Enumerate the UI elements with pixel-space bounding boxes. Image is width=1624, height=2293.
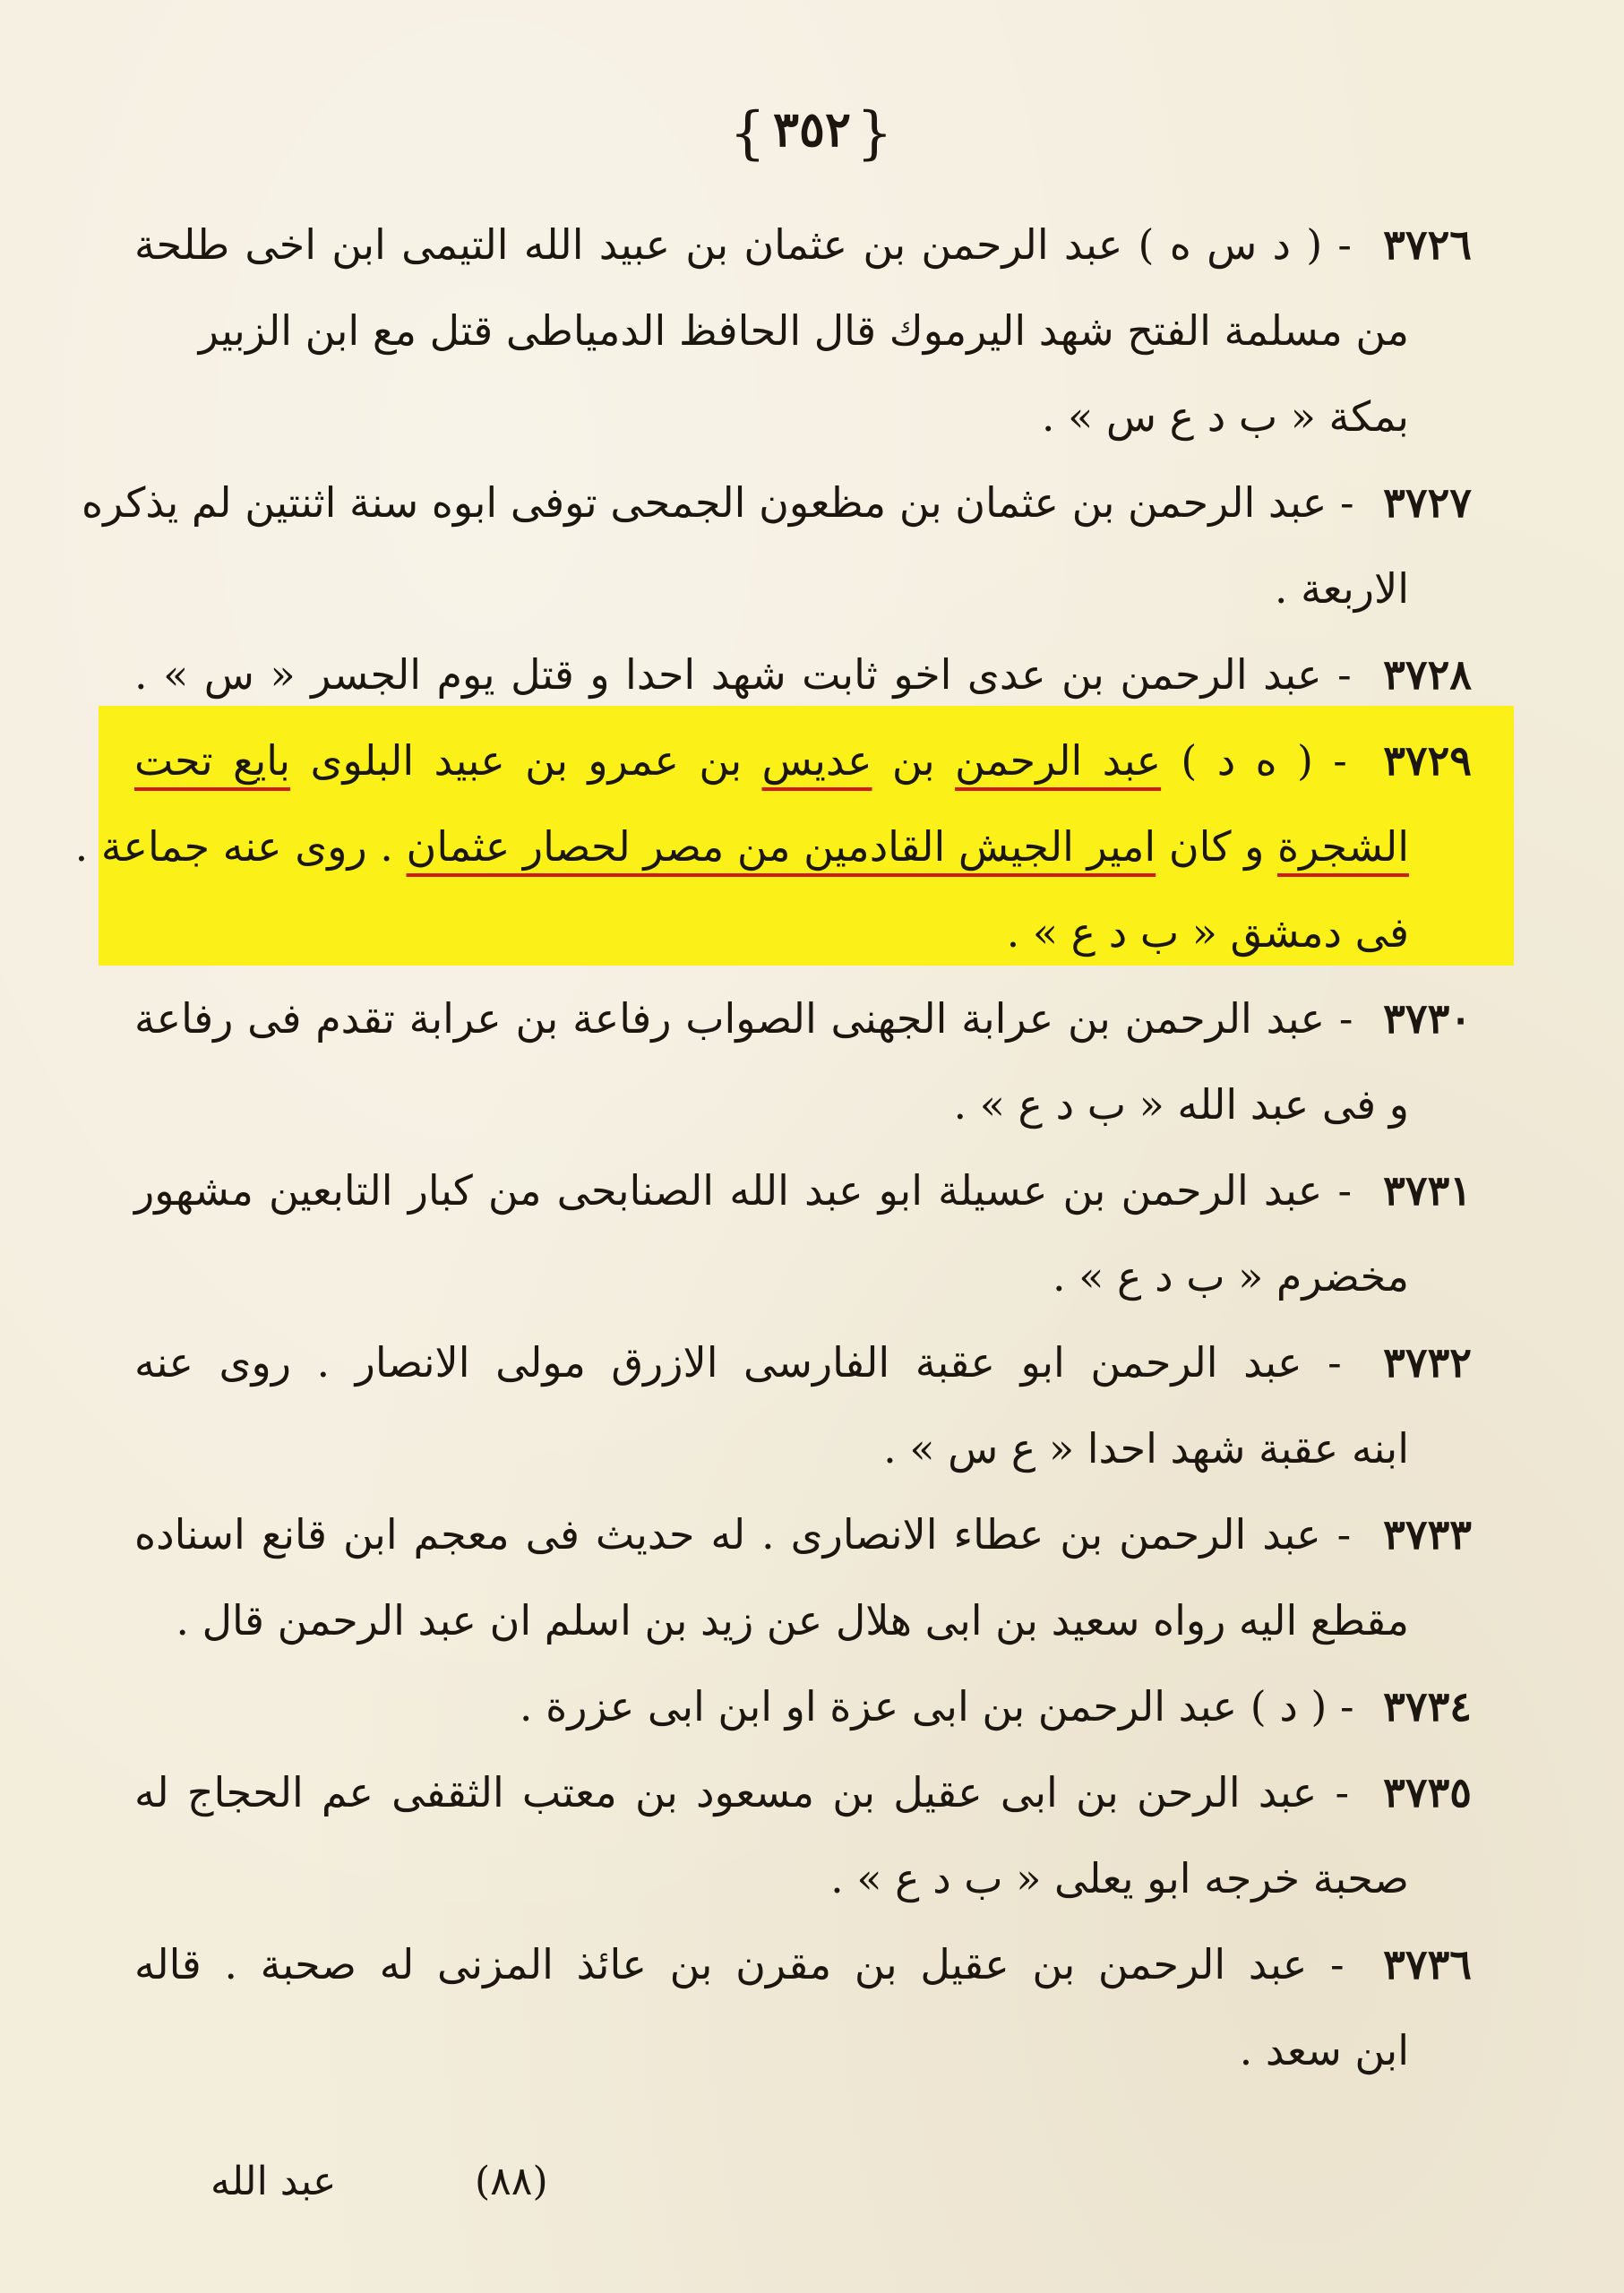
entry-text: بمكة « ب د ع س » . (1041, 392, 1409, 441)
entry-number: ٣٧٢٧ (1383, 478, 1472, 527)
entry-3729-highlighted: ٣٧٢٩ - ( ه د ) عبد الرحمن بن عديس بن عمرو بن عبيد البلوى بايع تحت الشجرة و كان امير الجيش القادمين من مصر لحصار عثمان . روى عنه جماعة . فى دمشق « ب د ع » . (134, 717, 1472, 975)
entry-text: ابنه عقبة شهد احدا « ع س » . (883, 1424, 1409, 1473)
entry-text: الاربعة . (1274, 564, 1409, 613)
page-number: {٣٥٢} (729, 100, 895, 167)
entry-text: و فى عبد الله « ب د ع » . (953, 1080, 1409, 1129)
entry-text: من مسلمة الفتح شهد اليرموك قال الحافظ الدمياطى قتل مع ابن الزبير (198, 306, 1409, 355)
entry-number: ٣٧٢٨ (1383, 650, 1472, 699)
entry-text: عبد الرحمن بن عسيلة ابو عبد الله الصنابحى من كبار التابعين مشهور (134, 1166, 1323, 1215)
entry-3736: ٣٧٣٦ - عبد الرحمن بن عقيل بن مقرن بن عائذ المزنى له صحبة . قاله ابن سعد . (134, 1921, 1472, 2093)
entry-number: ٣٧٣٣ (1383, 1510, 1472, 1559)
entry-text: عبد الرحمن بن عرابة الجهنى الصواب رفاعة بن عرابة تقدم فى رفاعة (134, 994, 1326, 1043)
entry-text: صحبة خرجه ابو يعلى « ب د ع » . (830, 1854, 1409, 1902)
entry-text: عبد الرحن بن ابى عقيل بن مسعود بن معتب الثقفى عم الحجاج له (134, 1768, 1318, 1816)
underlined-text: امير الجيش القادمين من مصر لحصار عثمان (406, 822, 1156, 871)
entry-text: ( د س ه ) عبد الرحمن بن عثمان بن عبيد الله التيمى ابن اخى طلحة (134, 220, 1323, 269)
entry-text: مخضرم « ب د ع » . (1053, 1252, 1409, 1301)
page-footer (0, 2159, 1624, 2221)
entries-list (74, 202, 1473, 2093)
entry-number: ٣٧٣٠ (1383, 994, 1472, 1043)
entry-number: ٣٧٢٦ (1383, 220, 1472, 269)
entry-3728: ٣٧٢٨ - عبد الرحمن بن عدى اخو ثابت شهد احدا و قتل يوم الجسر « س » . (134, 650, 1472, 699)
underlined-text: عديس (761, 736, 872, 785)
entry-3733: ٣٧٣٣ - عبد الرحمن بن عطاء الانصارى . له حديث فى معجم ابن قانع اسناده مقطع اليه رواه سعيد بن ابى هلال عن زيد بن اسلم ان عبد الرحمن قال . (134, 1491, 1472, 1663)
catchword: عبد الله (211, 2159, 337, 2204)
entry-3734: ٣٧٣٤ - ( د ) عبد الرحمن بن ابى عزة او ابن ابى عزرة . (519, 1682, 1472, 1730)
entry-text: عبد الرحمن بن عدى اخو ثابت شهد احدا و قتل يوم الجسر « س » . (134, 650, 1322, 699)
entry-number: ٣٧٣٤ (1383, 1682, 1472, 1730)
entry-text: ابن سعد . (1239, 2026, 1409, 2074)
underlined-text: عبد الرحمن (955, 736, 1162, 785)
entry-number: ٣٧٣٢ (1383, 1338, 1472, 1387)
entry-number: ٣٧٣٥ (1383, 1768, 1472, 1816)
signature-mark: (٨٨) (475, 2159, 548, 2204)
entry-number: ٣٧٢٩ (1383, 736, 1473, 785)
entry-3735: ٣٧٣٥ - عبد الرحن بن ابى عقيل بن مسعود بن معتب الثقفى عم الحجاج له صحبة خرجه ابو يعلى « ب د ع » . (134, 1749, 1472, 1921)
entry-text: مقطع اليه رواه سعيد بن ابى هلال عن زيد بن اسلم ان عبد الرحمن قال . (176, 1596, 1409, 1645)
entry-number: ٣٧٣٦ (1383, 1940, 1472, 1988)
entry-text: فى دمشق « ب د ع » . (1006, 908, 1409, 957)
underlined-text: الشجرة (1276, 822, 1409, 871)
entry-3727: ٣٧٢٧ - عبد الرحمن بن عثمان بن مظعون الجمحى توفى ابوه سنة اثنتين لم يذكره الاربعة . (134, 459, 1472, 631)
entry-text: عبد الرحمن بن عطاء الانصارى . له حديث فى معجم ابن قانع اسناده (134, 1510, 1321, 1559)
entry-text: ( د ) عبد الرحمن بن ابى عزة او ابن ابى عزرة . (519, 1682, 1328, 1730)
entry-3726: ٣٧٢٦ - ( د س ه ) عبد الرحمن بن عثمان بن عبيد الله التيمى ابن اخى طلحة من مسلمة الفتح شهد اليرموك قال الحافظ الدمياطى قتل مع ابن الزبير بمكة « ب د ع س » . (134, 202, 1472, 459)
entry-text: عبد الرحمن بن عقيل بن مقرن بن عائذ المزنى له صحبة . قاله (134, 1940, 1308, 1988)
entry-3730: ٣٧٣٠ - عبد الرحمن بن عرابة الجهنى الصواب رفاعة بن عرابة تقدم فى رفاعة و فى عبد الله « ب د ع » . (134, 975, 1472, 1147)
entry-3731: ٣٧٣١ - عبد الرحمن بن عسيلة ابو عبد الله الصنابحى من كبار التابعين مشهور مخضرم « ب د ع » . (134, 1147, 1472, 1319)
entry-text: عبد الرحمن ابو عقبة الفارسى الازرق مولى الانصار . روى عنه (134, 1338, 1302, 1387)
decorative-brace-left: { (856, 100, 895, 167)
decorative-brace-right: } (729, 100, 768, 167)
entry-number: ٣٧٣١ (1383, 1166, 1472, 1215)
underlined-text: بايع تحت (134, 736, 291, 785)
entry-text: عبد الرحمن بن عثمان بن مظعون الجمحى توفى ابوه سنة اثنتين لم يذكره (81, 478, 1328, 527)
entry-3732: ٣٧٣٢ - عبد الرحمن ابو عقبة الفارسى الازرق مولى الانصار . روى عنه ابنه عقبة شهد احدا « ع س » . (134, 1319, 1472, 1491)
